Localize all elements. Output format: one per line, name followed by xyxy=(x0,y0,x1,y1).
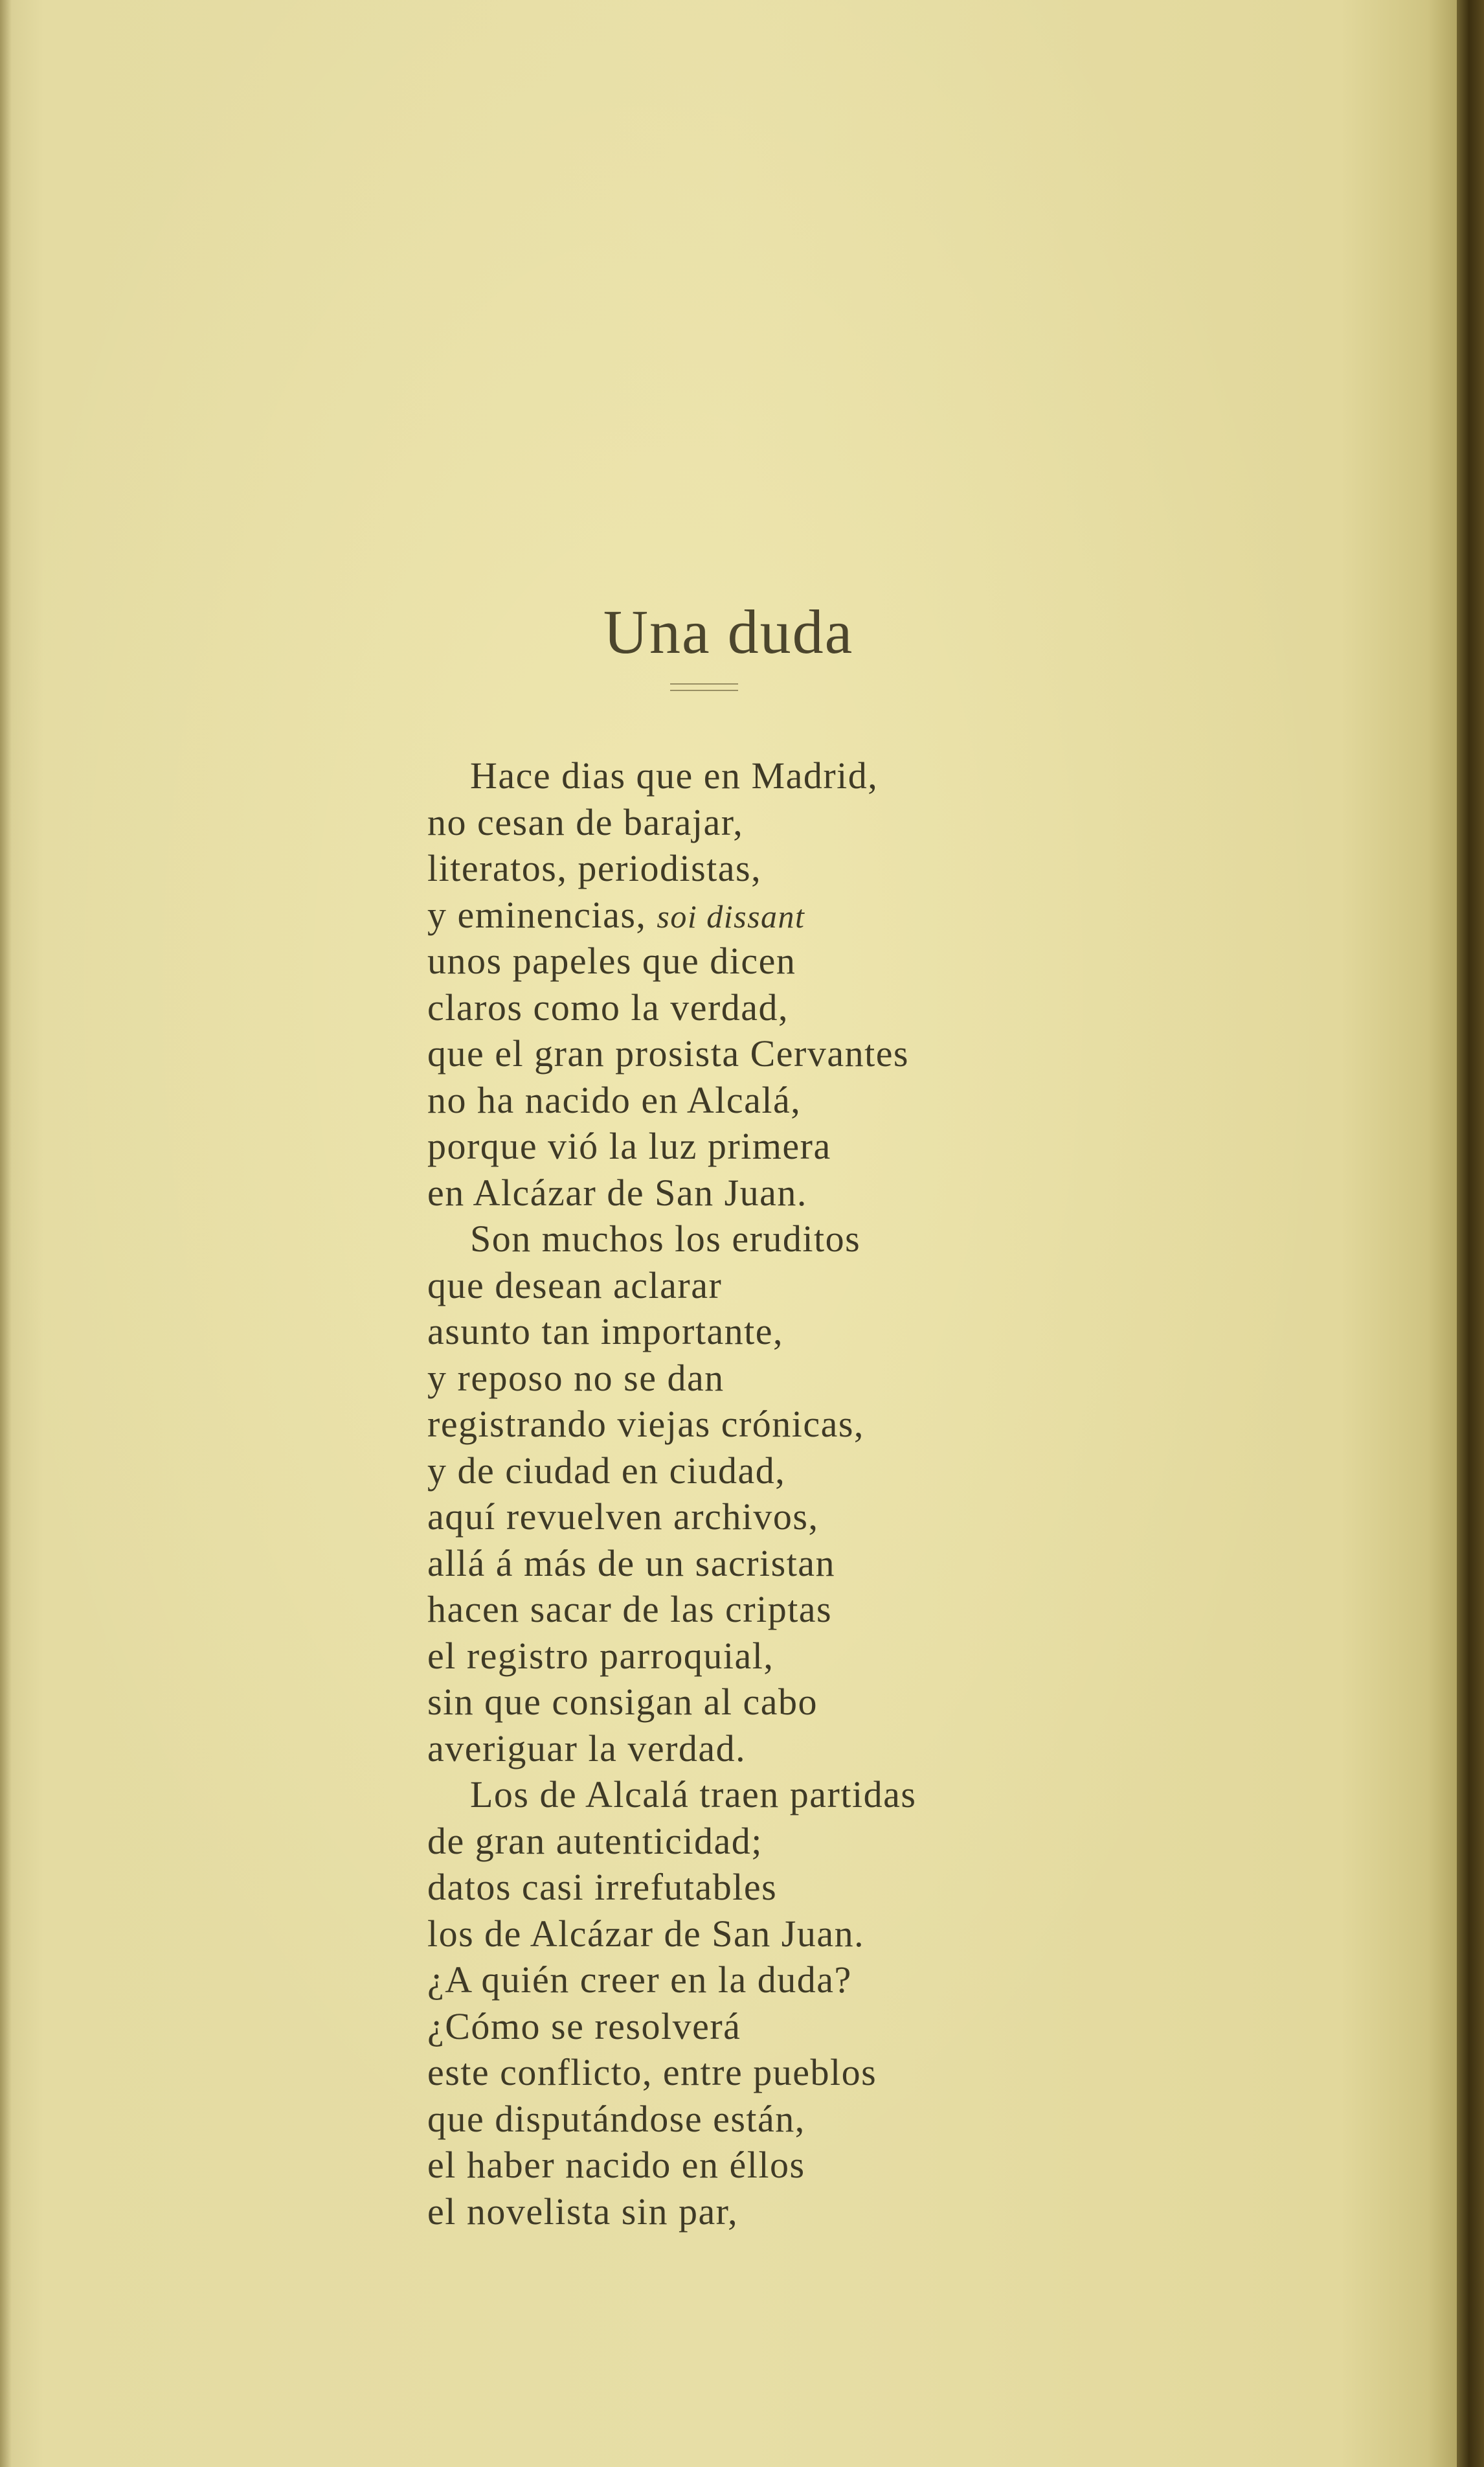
book-edge xyxy=(1457,0,1484,2467)
poem-line-text: el novelista sin par, xyxy=(427,2190,739,2233)
poem-line xyxy=(427,2142,1334,2188)
poem-line-text: ¿A quién creer en la duda? xyxy=(427,1959,852,2001)
poem-line xyxy=(427,892,1334,938)
poem-line xyxy=(427,2096,1334,2143)
poem-line xyxy=(427,1077,1334,1124)
poem-line xyxy=(427,1864,1334,1911)
poem-line-text: hacen sacar de las criptas xyxy=(427,1588,833,1630)
poem-line xyxy=(427,2003,1334,2050)
poem-line-text: Los de Alcalá traen partidas xyxy=(470,1773,917,1815)
page-gutter-shadow xyxy=(0,0,12,2467)
poem-line-text: de gran autenticidad; xyxy=(427,1819,763,1862)
poem-line-text: Hace dias que en Madrid, xyxy=(470,755,879,797)
poem-line xyxy=(427,1911,1334,1957)
title-divider xyxy=(670,683,738,691)
poem-line xyxy=(427,753,1334,799)
poem-line xyxy=(427,2049,1334,2096)
poem-line xyxy=(427,1957,1334,2003)
poem-line-text: registrando viejas crónicas, xyxy=(427,1403,864,1445)
poem-line-text: sin que consigan al cabo xyxy=(427,1681,818,1723)
poem-line xyxy=(427,984,1334,1031)
poem-line xyxy=(427,1771,1334,1818)
poem-line xyxy=(427,1540,1334,1587)
poem-line xyxy=(427,1216,1334,1262)
poem-line xyxy=(427,799,1334,846)
poem-line xyxy=(427,845,1334,892)
poem-line-text: Son muchos los eruditos xyxy=(470,1218,861,1260)
poem-line-text: que desean aclarar xyxy=(427,1264,723,1306)
poem-line xyxy=(427,1123,1334,1170)
poem-line-text: claros como la verdad, xyxy=(427,986,789,1029)
poem-line xyxy=(427,1170,1334,1216)
poem-line xyxy=(427,1633,1334,1679)
poem-line-text: este conflicto, entre pueblos xyxy=(427,2051,877,2093)
poem-line xyxy=(427,1679,1334,1725)
poem-line xyxy=(427,1586,1334,1633)
poem-body xyxy=(427,753,1334,2234)
poem-line xyxy=(427,2188,1334,2235)
poem-line-text: aquí revuelven archivos, xyxy=(427,1495,819,1538)
poem-line-text: datos casi irrefutables xyxy=(427,1866,778,1908)
poem-line xyxy=(427,1030,1334,1077)
poem-line xyxy=(427,938,1334,984)
poem-line xyxy=(427,1308,1334,1355)
poem-title: Una duda xyxy=(603,597,854,666)
poem-line-italic-text: soi dissant xyxy=(657,898,805,935)
poem-line-text: averiguar la verdad. xyxy=(427,1727,747,1769)
poem-line-text: unos papeles que dicen xyxy=(427,940,796,982)
poem-line-text: que el gran prosista Cervantes xyxy=(427,1032,910,1074)
poem-line xyxy=(427,1355,1334,1402)
poem-line-text: no cesan de barajar, xyxy=(427,801,744,843)
poem-line-text: y reposo no se dan xyxy=(427,1356,725,1399)
poem-line xyxy=(427,1448,1334,1494)
poem-line-text: porque vió la luz primera xyxy=(427,1125,831,1167)
poem-line-text: allá á más de un sacristan xyxy=(427,1541,836,1584)
poem-line xyxy=(427,1818,1334,1865)
poem-line-text: literatos, periodistas, xyxy=(427,847,762,889)
poem-line xyxy=(427,1494,1334,1540)
poem-line-text: asunto tan importante, xyxy=(427,1310,784,1352)
poem-line xyxy=(427,1401,1334,1448)
poem-line-text: y eminencias, xyxy=(427,893,657,936)
poem-line-text: ¿Cómo se resolverá xyxy=(427,2005,741,2047)
poem-line xyxy=(427,1725,1334,1772)
poem-line-text: en Alcázar de San Juan. xyxy=(427,1171,807,1214)
poem-line-text: los de Alcázar de San Juan. xyxy=(427,1912,865,1955)
poem-line-text: y de ciudad en ciudad, xyxy=(427,1449,786,1492)
poem-line-text: el registro parroquial, xyxy=(427,1634,774,1677)
poem-line-text: el haber nacido en éllos xyxy=(427,2144,805,2186)
poem-line xyxy=(427,1262,1334,1309)
poem-line-text: que disputándose están, xyxy=(427,2097,805,2140)
poem-line-text: no ha nacido en Alcalá, xyxy=(427,1078,802,1121)
